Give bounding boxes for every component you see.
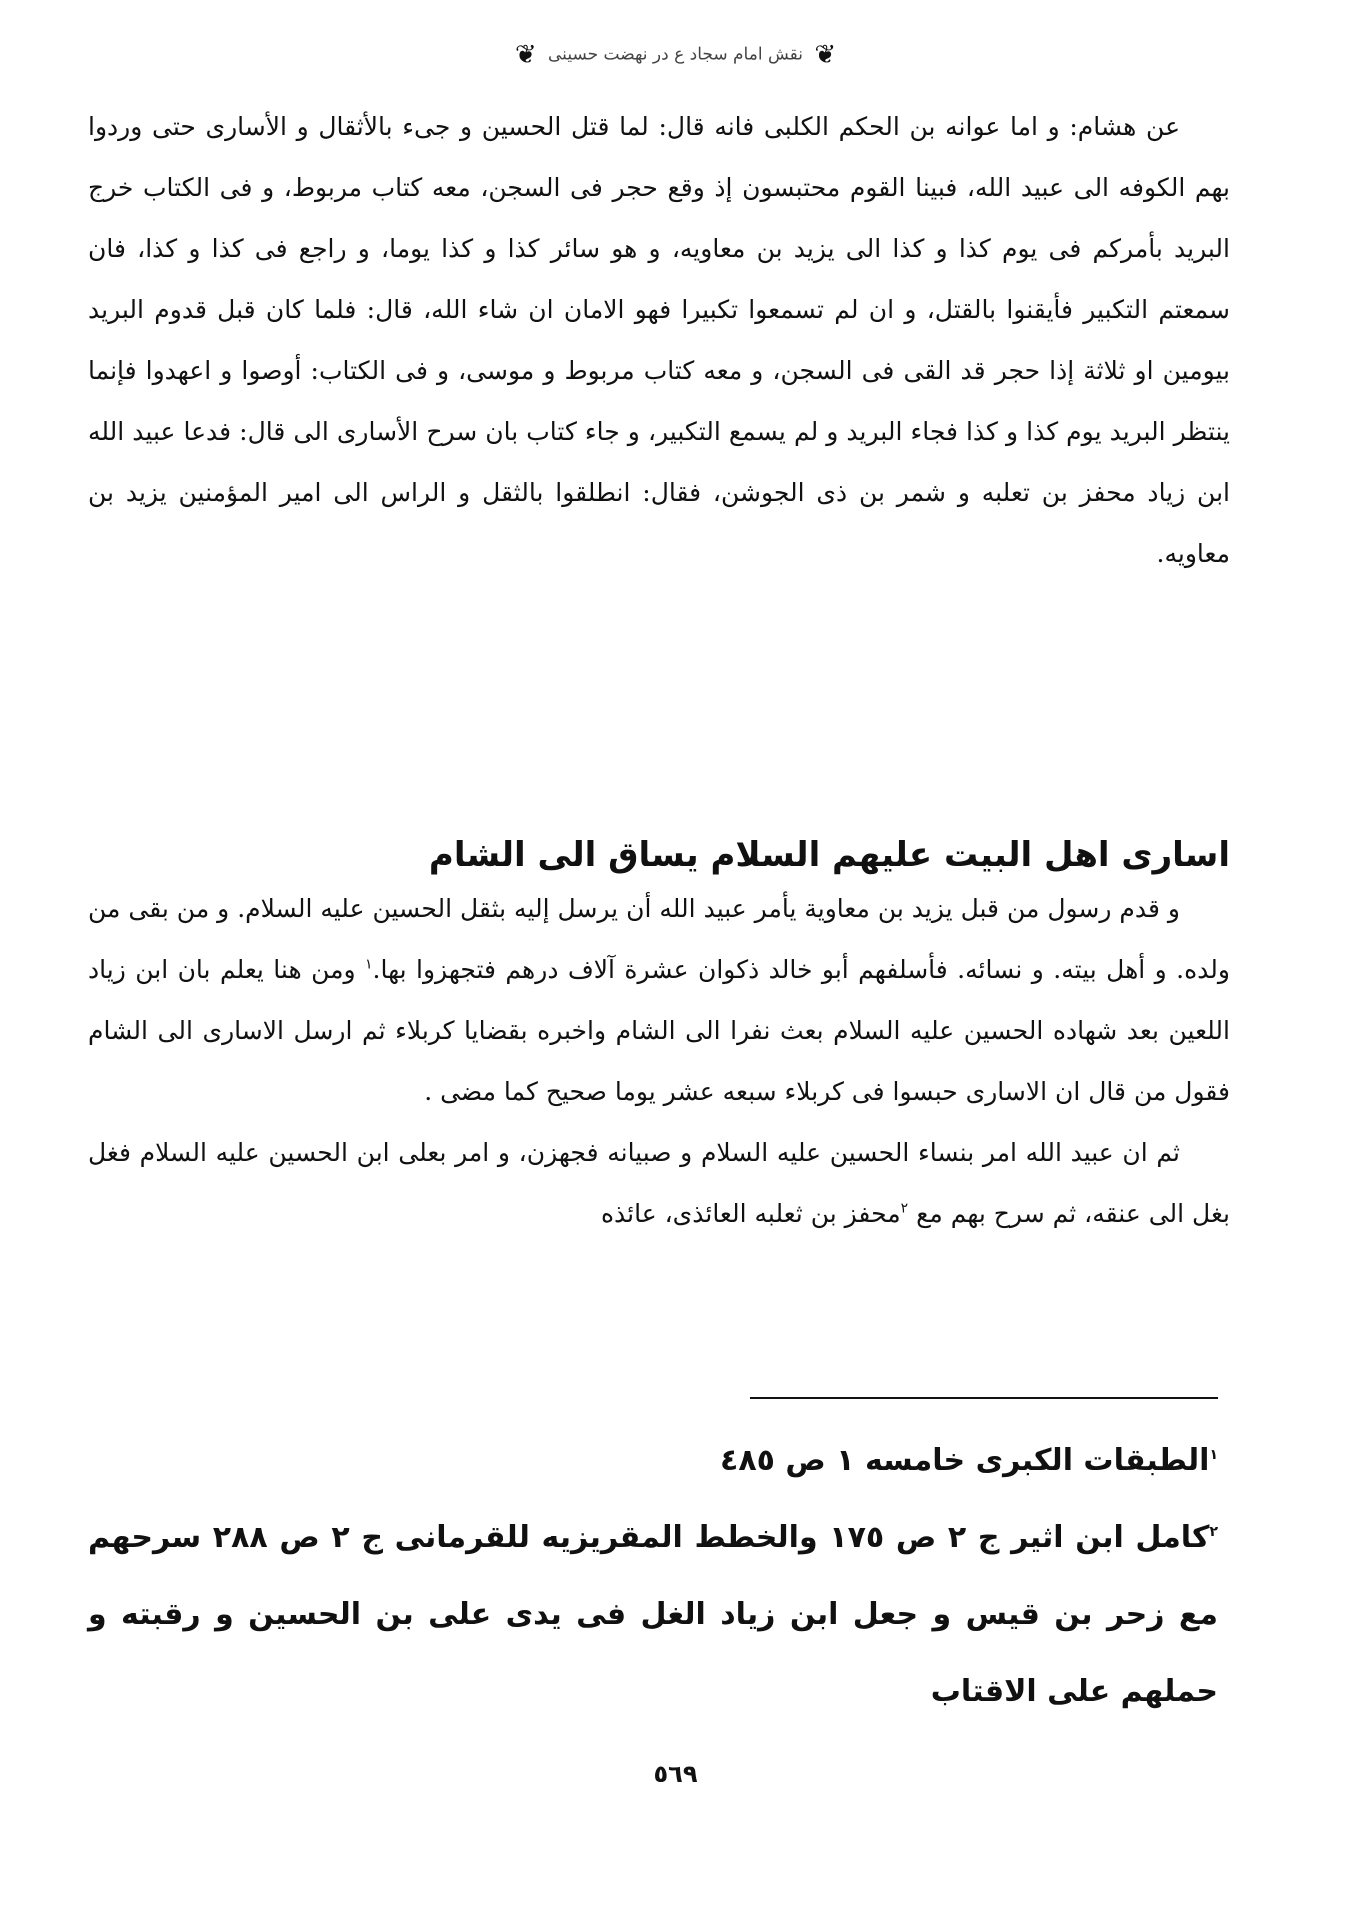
footnote-ref-2: ٢ <box>900 1200 909 1217</box>
paragraph-3 <box>88 1122 1230 1244</box>
paragraph-2 <box>88 878 1230 1122</box>
footnote-1-text: الطبقات الكبرى خامسه ١ ص ٤٨٥ <box>720 1443 1210 1478</box>
footnote-ref-1: ١ <box>365 956 373 973</box>
footnote-1-marker: ١ <box>1209 1447 1218 1463</box>
body-block-2 <box>88 878 1230 1244</box>
running-header <box>0 40 1351 70</box>
paragraph-3-part-a: ثم ان عبيد الله امر بنساء الحسين عليه السلام و صبيانه فجهزن، و امر بعلى ابن الحسين عليه السلام فغل بغل الى عنقه، ثم سرح بهم مع <box>88 1138 1230 1228</box>
paragraph-2-part-b: ومن هنا يعلم بان ابن زياد اللعين بعد شهاده الحسين عليه السلام بعث نفرا الى الشام واخبره بقضايا كربلاء ثم ارسل الاسارى الى الشام فقول من قال ان الاسارى حبسوا فى كربلاء سبعه عشر يوما صحيح كما مضى . <box>88 955 1230 1106</box>
page-number: ٥٦٩ <box>653 1760 698 1788</box>
paragraph-2-part-a: و قدم رسول من قبل يزيد بن معاوية يأمر عبيد الله أن يرسل إليه بثقل الحسين عليه السلام. و من بقى من ولده. و أهل بيته. و نسائه. فأسلفهم أبو خالد ذكوان عشرة آلاف درهم فتجهزوا بها. <box>88 894 1230 984</box>
running-header-text: نقش امام سجاد ع در نهضت حسینی <box>548 44 803 65</box>
footnote-2 <box>88 1499 1218 1730</box>
section-title: اسارى اهل البيت عليهم السلام يساق الى الشام <box>428 835 1230 875</box>
paragraph-1: عن هشام: و اما عوانه بن الحكم الكلبى فانه قال: لما قتل الحسين و جىء بالأثقال و الأسارى حتى وردوا بهم الكوفه الى عبيد الله، فبينا القوم محتبسون إذ وقع حجر فى السجن، معه كتاب مربوط، و فى الكتاب خرج البريد بأمركم فى يوم كذا و كذا الى يزيد بن معاويه، و هو سائر كذا و كذا يوما، و راجع فى كذا و كذا، فان سمعتم التكبير فأيقنوا بالقتل، و ان لم تسمعوا تكبيرا فهو الامان ان شاء الله، قال: فلما كان قبل قدوم البريد بيومين او ثلاثة إذا حجر قد القى فى السجن، و معه كتاب مربوط و موسى، و فى الكتاب: أوصوا و اعهدوا فإنما ينتظر البريد يوم كذا و كذا فجاء البريد و لم يسمع التكبير، و جاء كتاب بان سرح الأسارى الى قال: فدعا عبيد الله ابن زياد محفز بن تعلبه و شمر بن ذى الجوشن، فقال: انطلقوا بالثقل و الراس الى امير المؤمنين يزيد بن معاويه. <box>88 112 1230 568</box>
body-block-1 <box>88 96 1230 584</box>
paragraph-3-part-b: محفز بن ثعلبه العائذى، عائذه <box>600 1199 901 1228</box>
ornament-right-icon: ❦ <box>814 40 837 70</box>
footnote-2-text: كامل ابن اثير ج ٢ ص ١٧٥ والخطط المقريزيه للقرمانى ج ٢ ص ٢٨٨ سرحهم مع زحر بن قيس و جعل ابن زياد الغل فى يدى على بن الحسين و رقبته و حملهم على الاقتاب <box>88 1520 1218 1709</box>
footnote-2-marker: ٢ <box>1209 1524 1219 1540</box>
ornament-left-icon: ❦ <box>514 40 537 70</box>
footnotes <box>88 1422 1218 1730</box>
footnote-1 <box>88 1422 1218 1499</box>
footnote-divider <box>750 1397 1218 1399</box>
